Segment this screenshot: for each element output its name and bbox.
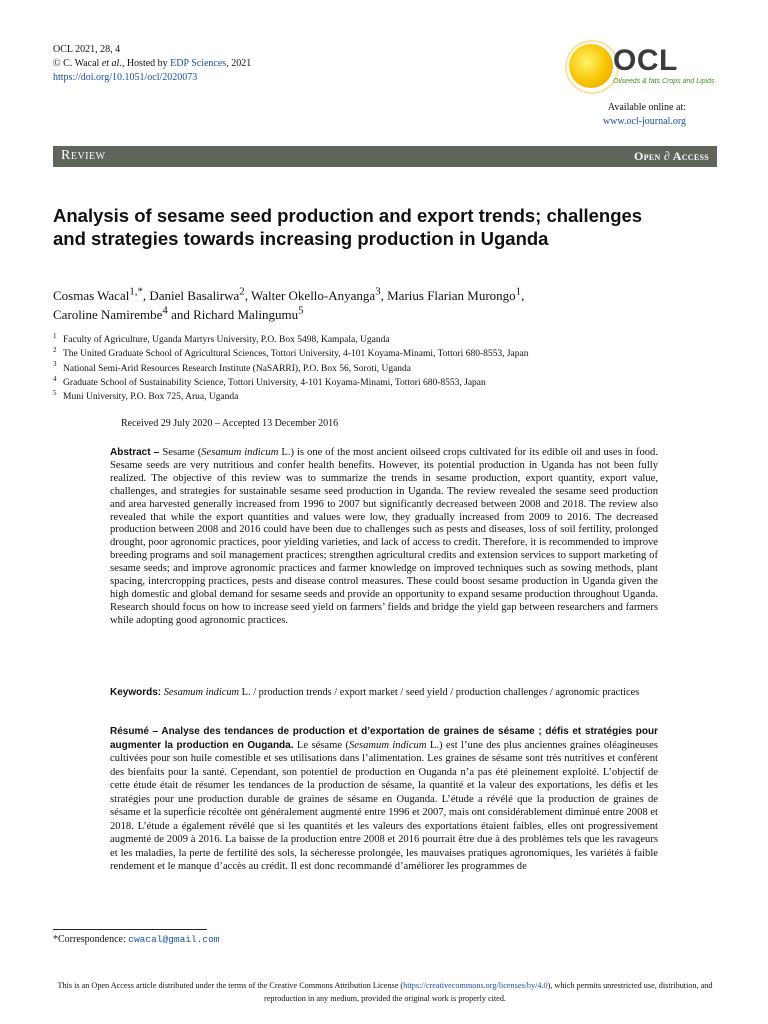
open-access-badge: Open ∂ Access <box>634 149 709 163</box>
resume-label: Résumé – Analyse des tendances de production et d’exportation de graines de sésame ; défis et stratégies pour augmenter la production en Ouganda. <box>110 726 658 751</box>
license-footer: This is an Open Access article distributed under the terms of the Creative Commons Attribution License (https://creativecommons.org/licenses/by/4.0), which permits unrestricted use, distribution, and reproduction in any medium, provided the original work is properly cited. <box>57 981 713 1003</box>
author-list <box>53 286 713 324</box>
section-band <box>53 146 717 167</box>
ocl-logo <box>569 44 719 98</box>
author: Richard Malingumu$^5$ <box>193 304 304 322</box>
keywords-label: Keywords: <box>110 687 162 698</box>
availability-label: Available online at: <box>607 102 686 113</box>
resume: Résumé – Analyse des tendances de production et d’exportation de graines de sésame ; défis et stratégies pour augmenter la production en Ouganda. Le sésame (Sesamum indicum L.) est l’une des plus anciennes graines oléagineuses cultivées pour son huile comestible et ses utilisations dans l’alimentation. Les graines de sésame sont très nutritives et confèrent des bienfaits pour la santé. Cependant, son potentiel de production en Ouganda n’a pas été pleinement exploité. L’objectif de cette étude était de résumer les tendances de la production de sésame, la quantité et la valeur des exportations, les défis et les stratégies pour une production durable de graines de sésame en Ouganda. L’étude a révélé que la production de graines de sésame et la superficie récoltée ont généralement augmenté entre 1996 et 2007, mais ont considérablement diminué entre 2008 et 2018. L’étude a également révélé que si les quantités et les valeurs des exportations étaient faibles, elles ont progressivement augmenté de 2009 à 2016. La baisse de la production entre 2008 et 2016 pourrait être due à des problèmes tels que les ravageurs et les maladies, la perte de fertilité des sols, la sécheresse prolongée, les mauvaises pratiques agronomiques, les variétés à faible rendement et le manque d’accès au crédit. Il est donc recommandé d’améliorer les programmes de <box>110 726 659 872</box>
affiliation: $^4$ Graduate School of Sustainability Science, Tottori University, 4-101 Koyama-Minami, Tottori 680-8553, Japan <box>53 374 486 388</box>
abstract: Abstract – Sesame (Sesamum indicum L.) is one of the most ancient oilseed crops cultivated for its edible oil and uses in food. Sesame seeds are very nutritious and confer health benefits. However, its potential production in Uganda has not been fully realized. The objective of this review was to summarize the trends in sesame production, export quantity, export value, challenges, and strategies for sustainable sesame seed production in Uganda. The review revealed the sesame seed production and area harvested generally increased from 1996 to 2007 but significantly decreased between 2008 and 2018. The review also revealed that while the export quantities and values were low, they gradually increased from 2009 to 2016. The decreased production between 2008 and 2016 could have been due to challenges such as pests and diseases, loss of soil fertility, prolonged drought, poor agronomic practices, poor yielding varieties, and lack of access to credit. Therefore, it is recommended to improve breeding programs and soil management practices; strengthen agricultural credits and extension services to support marketing of sesame seeds; and improve agronomic practices and farmer knowledge on improved techniques such as sowing methods, plant spacing, intercropping practices, pests and disease control measures. These could boost sesame production in Uganda given the high domestic and global demand for sesame seeds and provide an opportunity to expand sesame production throughout Uganda. Research should focus on how to increase seed yield on farmers’ fields and bridge the yield gap between researchers and farmers while adopting good agronomic practices. <box>110 447 659 626</box>
footnote-divider <box>53 929 207 930</box>
affiliations <box>53 333 528 404</box>
correspondence: *Correspondence: cwacal@gmail.com <box>53 934 220 945</box>
affiliation: $^3$ National Semi-Arid Resources Research Institute (NaSARRI), P.O. Box 56, Soroti, Uganda <box>53 360 412 374</box>
author: Cosmas Wacal$^{1,*}$, <box>53 285 150 303</box>
affiliation: $^1$ Faculty of Agriculture, Uganda Martyrs University, P.O. Box 5498, Kampala, Uganda <box>53 331 390 345</box>
affiliation: $^2$ The United Graduate School of Agricultural Sciences, Tottori University, 4-101 Koyama-Minami, Tottori 680-8553, Japan <box>53 346 529 360</box>
availability <box>603 101 686 129</box>
sun-logo-icon <box>569 44 613 88</box>
copyright-line: © C. Wacal et al., Hosted by EDP Sciences, 2021 <box>53 58 252 69</box>
received-accepted-dates: Received 29 July 2020 – Accepted 13 December 2016 <box>121 418 339 429</box>
license-link[interactable]: https://creativecommons.org/licenses/by/4.0 <box>403 981 548 990</box>
section-label: Review <box>61 148 106 163</box>
keywords: Keywords: Sesamum indicum L. / production trends / export market / seed yield / production challenges / agronomic practices <box>110 687 640 698</box>
abstract-label: Abstract – <box>110 447 163 458</box>
journal-citation: OCL 2021, 28, 4 <box>53 44 121 55</box>
correspondence-email-link[interactable]: cwacal@gmail.com <box>128 934 220 945</box>
doi-link[interactable]: https://doi.org/10.1051/ocl/2020073 <box>53 72 198 83</box>
author: Caroline Namirembe$^4$ and <box>53 304 194 322</box>
author: Marius Flarian Murongo$^1$, <box>387 285 525 303</box>
publisher-link[interactable]: EDP Sciences <box>170 58 227 69</box>
journal-website-link[interactable]: www.ocl-journal.org <box>602 116 686 127</box>
logo-tagline: Oilseeds & fats Crops and Lipids <box>613 78 715 85</box>
author: Daniel Basalirwa$^2$, <box>149 285 251 303</box>
journal-meta <box>53 43 251 85</box>
logo-wordmark: OCL <box>613 44 678 77</box>
article-title: Analysis of sesame seed production and export trends; challenges and strategies towards increasing production in Uganda <box>53 205 643 249</box>
author: Walter Okello-Anyanga$^3$, <box>250 285 388 303</box>
affiliation: $^5$ Muni University, P.O. Box 725, Arua, Uganda <box>53 389 239 403</box>
